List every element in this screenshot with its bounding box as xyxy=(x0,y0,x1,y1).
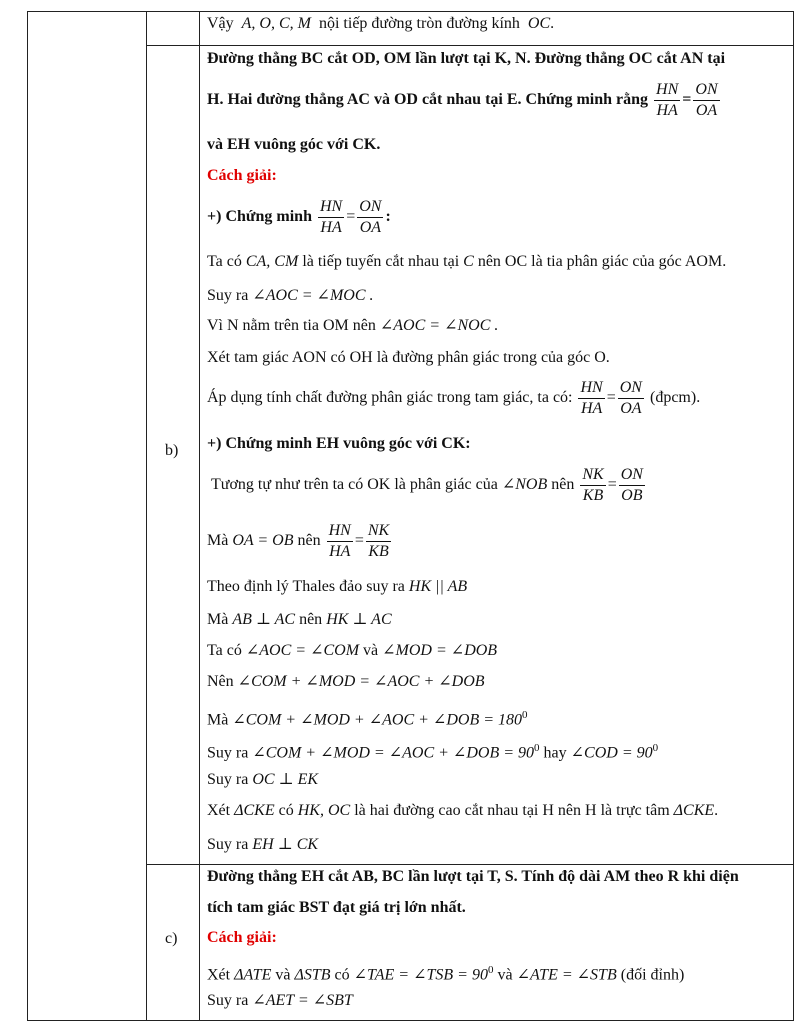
step-b-11: Nên ∠COM + ∠MOD = ∠AOC + ∠DOB xyxy=(207,673,485,690)
step-b-2: Suy ra ∠AOC = ∠MOC . xyxy=(207,287,374,304)
step-b-1: Ta có CA, CM là tiếp tuyến cắt nhau tại C nên OC là tia phân giác của góc AOM. xyxy=(207,253,727,270)
part-c-label: c) xyxy=(165,930,178,947)
step-c-2: Suy ra ∠AET = ∠SBT xyxy=(207,992,353,1009)
problem-b-line-1: Đường thẳng BC cắt OD, OM lần lượt tại K, N. Đường thẳng OC cắt AN tại xyxy=(207,50,726,67)
step-b-10: Ta có ∠AOC = ∠COM và ∠MOD = ∠DOB xyxy=(207,642,498,659)
step-b-16: Suy ra EH ⊥ CK xyxy=(207,836,319,853)
method-b-heading: Cách giải: xyxy=(207,167,277,184)
problem-b-line-3: và EH vuông góc với CK. xyxy=(207,136,381,153)
step-b-12: Mà ∠COM + ∠MOD + ∠AOC + ∠DOB = $180^0$ xyxy=(207,709,528,729)
step-b-9: Mà AB ⊥ AC nên HK ⊥ AC xyxy=(207,611,392,628)
step-b-7: Mà OA = OB nên $\frac{HN}{HA}$ = $\frac{NK}{KB}$ xyxy=(207,522,390,560)
part-b-2-heading: +) Chứng minh EH vuông góc với CK: xyxy=(207,435,471,452)
part-b-label: b) xyxy=(165,442,179,459)
step-b-13: Suy ra ∠COM + ∠MOD = ∠AOC + ∠DOB = $90^0$ hay ∠COD = $90^0$ xyxy=(207,742,659,762)
step-b-15: Xét ΔCKE có HK, OC là hai đường cao cắt nhau tại H nên H là trực tâm ΔCKE. xyxy=(207,802,719,819)
step-b-8: Theo định lý Thales đảo suy ra HK || AB xyxy=(207,578,468,595)
problem-b-line-2: H. Hai đường thẳng AC và OD cắt nhau tại E. Chứng minh rằng $\frac{HN}{HA}$ = $\frac{ON}{OA}$ xyxy=(207,81,718,119)
step-b-6: Tương tự như trên ta có OK là phân giác của ∠NOB nên $\frac{NK}{KB}$ = $\frac{ON}{OB}$ xyxy=(211,466,643,504)
step-b-3: Vì N nằm trên tia OM nên ∠AOC = ∠NOC . xyxy=(207,317,499,334)
problem-c-line-1: Đường thẳng EH cắt AB, BC lần lượt tại T, S. Tính độ dài AM theo R khi diện xyxy=(207,868,739,885)
row-a-conclusion: Vậy A, O, C, M nội tiếp đường tròn đường kính OC. xyxy=(207,15,555,32)
part-b-1-heading: +) Chứng minh $\frac{HN}{HA}$ = $\frac{ON}{OA}$ : xyxy=(207,198,391,236)
step-b-4: Xét tam giác AON có OH là đường phân giác trong của góc O. xyxy=(207,349,610,366)
method-c-heading: Cách giải: xyxy=(207,929,277,946)
step-b-14: Suy ra OC ⊥ EK xyxy=(207,771,319,788)
step-b-5: Áp dụng tính chất đường phân giác trong tam giác, ta có: $\frac{HN}{HA}$ = $\frac{ON}{OA}$ (đpcm). xyxy=(207,379,701,417)
problem-c-line-2: tích tam giác BST đạt giá trị lớn nhất. xyxy=(207,899,466,916)
step-c-1: Xét ΔATE và ΔSTB có ∠TAE = ∠TSB = $90^0$ và ∠ATE = ∠STB (đối đỉnh) xyxy=(207,964,685,984)
